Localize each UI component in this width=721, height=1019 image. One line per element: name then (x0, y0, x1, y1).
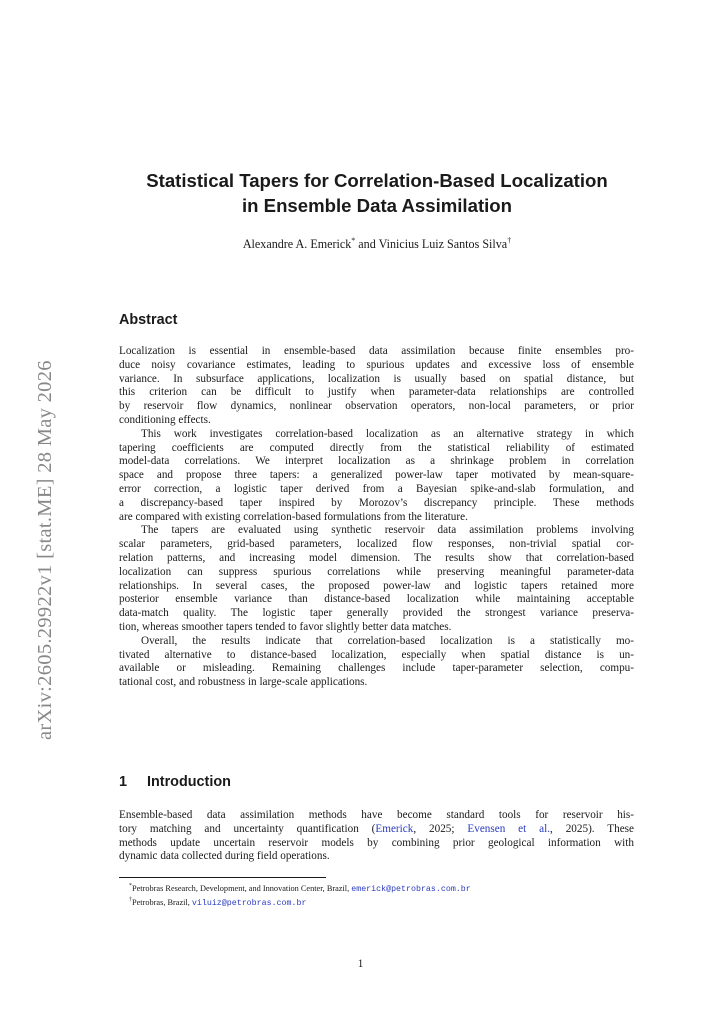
section-title: Introduction (147, 774, 231, 790)
abstract-line: localization can suppress spurious correlations while preserving meaningful parameter-data (119, 565, 634, 578)
author-1-footnote-mark[interactable]: * (351, 236, 356, 245)
abstract-line: space and propose three tapers: a generalized power-law taper motivated by mean-square- (119, 469, 634, 482)
title-line-2: in Ensemble Data Assimilation (241, 195, 513, 216)
page-number: 1 (357, 958, 364, 970)
footnote-affiliation-1: *Petrobras Research, Development, and Innovation Center, Brazil, emerick@petrobras.com.br (129, 883, 471, 894)
abstract-line: model-data correlations. We interpret localization as a shrinkage problem in correlation (119, 455, 634, 468)
intro-line: Ensemble-based data assimilation methods have become standard tools for reservoir his- (119, 809, 634, 821)
footnote-affiliation-2: †Petrobras, Brazil, viluiz@petrobras.com.br (129, 897, 307, 908)
email-link-viluiz[interactable]: viluiz@petrobras.com.br (191, 898, 307, 908)
abstract-line: scalar parameters, grid-based parameters, localized flow responses, non-trivial spatial cor- (119, 538, 634, 551)
footnote-divider (119, 877, 326, 878)
abstract-line: tion, whereas smoother tapers tended to favor slightly better data matches. (119, 620, 452, 633)
abstract-line: The tapers are evaluated using synthetic reservoir data assimilation problems involving (141, 524, 634, 537)
abstract-line: Localization is essential in ensemble-based data assimilation because finite ensembles pro- (119, 345, 634, 357)
abstract-line: available or misleading. Remaining challenges include taper-parameter selection, compu- (119, 662, 634, 675)
intro-line-with-citations: tory matching and uncertainty quantification (Emerick, 2025; Evensen et al., 2025). These (119, 822, 634, 835)
paper-title (80, 168, 674, 218)
abstract-line: tational cost, and robustness in large-scale applications. (119, 676, 368, 689)
abstract-line: are compared with existing correlation-based formulations from the literature. (119, 510, 468, 523)
abstract-line: duce noisy covariance estimates, leading to spurious updates and excessive loss of ensemble (119, 358, 634, 371)
arxiv-identifier-stamp: arXiv:2605.29922v1 [stat.ME] 28 May 2026 (34, 360, 56, 740)
abstract-line: tivated alternative to distance-based localization, especially when spatial distance is un- (119, 648, 634, 661)
intro-line: methods update uncertain reservoir models by combining prior geological information with (119, 836, 634, 849)
abstract-line: posterior ensemble variance than distance-based localization while maintaining acceptable (119, 593, 634, 606)
abstract-line: relationships. In several cases, the proposed power-law and logistic tapers retained more (119, 579, 634, 592)
title-line-1: Statistical Tapers for Correlation-Based Localization (146, 170, 608, 191)
section-number: 1 (119, 774, 128, 790)
intro-line: dynamic data collected during field operations. (119, 850, 330, 863)
citation-emerick-link[interactable]: Emerick (375, 822, 414, 835)
abstract-heading: Abstract (119, 312, 178, 328)
abstract-line: Overall, the results indicate that correlation-based localization is a statistically mo- (141, 634, 634, 647)
author-1-name: Alexandre A. Emerick (242, 237, 352, 252)
abstract-line: error correction, a logistic taper derived from a Bayesian spike-and-slab formulation, and (119, 482, 634, 495)
author-2-name: Vinicius Luiz Santos Silva (378, 237, 508, 252)
abstract-line: variance. In subsurface applications, localization is usually based on spatial distance, but (119, 372, 634, 385)
abstract-line: This work investigates correlation-based localization as an alternative strategy in which (141, 427, 634, 440)
abstract-line: this criterion can be difficult to justify when parameter-data relationships are controlled (119, 386, 634, 399)
citation-evensen-link[interactable]: Evensen et al. (467, 822, 551, 835)
abstract-body (119, 345, 634, 690)
introduction-heading (119, 774, 231, 790)
abstract-line: tapering coefficients are computed directly from the statistical reliability of estimated (119, 441, 634, 454)
footnote-mark: * (129, 883, 132, 889)
author-list (80, 236, 674, 252)
abstract-line: conditioning effects. (119, 413, 211, 426)
abstract-line: relation patterns, and increasing model dimension. The results show that correlation-based (119, 551, 634, 564)
email-link-emerick[interactable]: emerick@petrobras.com.br (351, 884, 471, 894)
abstract-line: a discrepancy-based taper inspired by Morozov’s discrepancy principle. These methods (119, 496, 634, 509)
abstract-line: by reservoir flow dynamics, nonlinear observation operators, non-local parameters, or prior (119, 400, 634, 413)
author-2-footnote-mark[interactable]: † (507, 236, 512, 245)
author-connector: and (355, 237, 379, 252)
introduction-body (119, 809, 634, 864)
abstract-line: data-match quality. The logistic taper generally provided the strongest variance preserva- (119, 607, 634, 620)
footnote-mark: † (129, 897, 132, 903)
